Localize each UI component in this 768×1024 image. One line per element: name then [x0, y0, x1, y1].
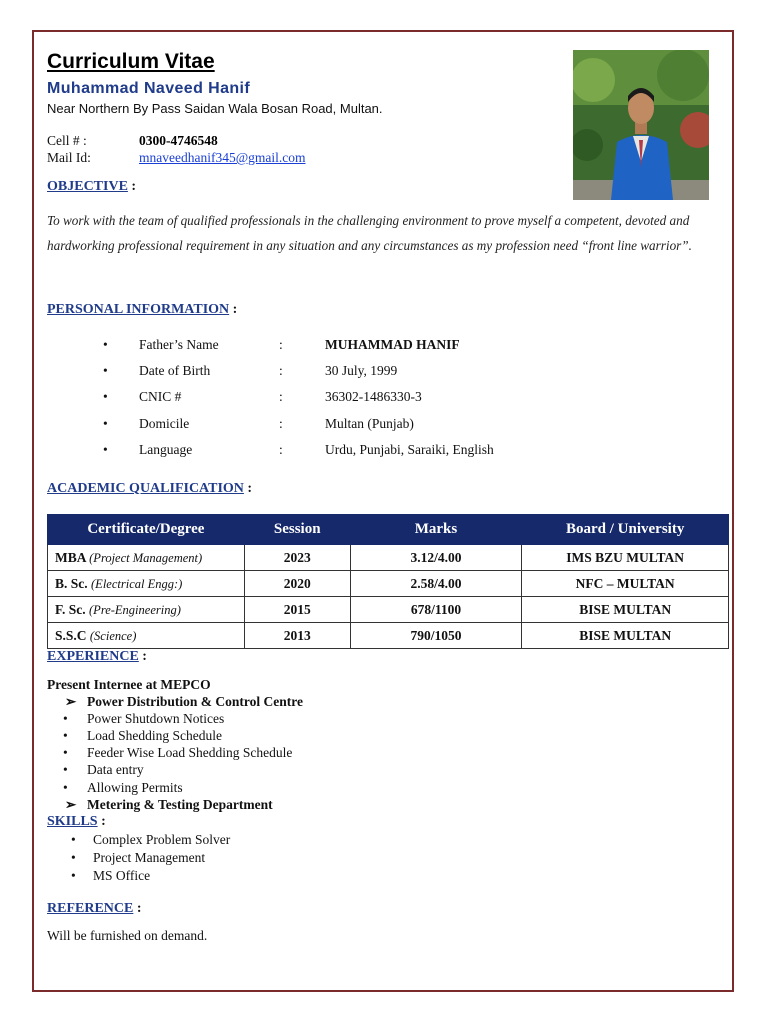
personal-value: 30 July, 1999 — [325, 363, 398, 378]
marks-cell: 790/1050 — [350, 623, 522, 649]
task-text: Load Shedding Schedule — [87, 728, 222, 743]
objective-heading-colon: : — [131, 179, 137, 194]
skills-heading — [47, 814, 106, 830]
bullet-marker: • — [103, 337, 108, 352]
column-header: Session — [244, 515, 350, 545]
reference-text: Will be furnished on demand. — [47, 928, 208, 943]
academic-heading-text: ACADEMIC QUALIFICATION — [47, 481, 244, 496]
profile-photo — [573, 50, 709, 200]
experience-heading-text: EXPERIENCE — [47, 649, 139, 664]
board-cell: BISE MULTAN — [522, 623, 729, 649]
personal-key: Date of Birth — [139, 363, 211, 378]
skill-text: MS Office — [93, 868, 151, 883]
table-row — [48, 623, 729, 649]
arrow-marker: ➢ — [65, 797, 77, 812]
task-text: Allowing Permits — [87, 780, 183, 795]
arrow-marker: ➢ — [65, 694, 77, 709]
department-name: Power Distribution & Control Centre — [87, 694, 303, 709]
column-header: Certificate/Degree — [48, 515, 245, 545]
skill-text: Complex Problem Solver — [93, 832, 231, 847]
bullet-marker: • — [71, 868, 76, 883]
degree-cell — [48, 597, 245, 623]
degree-name: B. Sc. — [55, 575, 88, 591]
reference-heading — [47, 901, 142, 917]
skill-text: Project Management — [93, 850, 206, 865]
personal-key: Father’s Name — [139, 337, 219, 352]
table-row — [48, 545, 729, 571]
department-name: Metering & Testing Department — [87, 797, 273, 812]
candidate-address: Near Northern By Pass Saidan Wala Bosan Road, Multan. — [47, 101, 383, 116]
academic-heading — [47, 481, 252, 497]
board-cell: IMS BZU MULTAN — [522, 545, 729, 571]
academic-heading-colon: : — [247, 481, 253, 496]
table-row — [48, 571, 729, 597]
reference-heading-colon: : — [136, 901, 142, 916]
session-cell: 2013 — [244, 623, 350, 649]
personal-value: 36302-1486330-3 — [325, 389, 422, 404]
personal-key: Domicile — [139, 416, 190, 431]
degree-field: (Pre-Engineering) — [89, 602, 181, 617]
personal-key: CNIC # — [139, 389, 182, 404]
document-title: Curriculum Vitae — [47, 50, 215, 73]
board-cell: NFC – MULTAN — [522, 571, 729, 597]
bullet-marker: • — [63, 711, 68, 726]
bullet-marker: • — [103, 416, 108, 431]
bullet-marker: • — [71, 850, 76, 865]
personal-value: Multan (Punjab) — [325, 416, 414, 431]
objective-text: To work with the team of qualified professionals in the challenging environment to prove myself a competent, devoted and hardworking professional requirement in any situation and any circumstances as my profession need “front line warrior”. — [47, 213, 692, 253]
degree-cell — [48, 571, 245, 597]
personal-sep: : — [279, 337, 283, 352]
personal-value: Urdu, Punjabi, Saraiki, English — [325, 442, 494, 457]
degree-name: MBA — [55, 549, 86, 565]
mail-label: Mail Id: — [47, 150, 91, 165]
table-header-row — [48, 515, 729, 545]
task-text: Power Shutdown Notices — [87, 711, 225, 726]
bullet-marker: • — [63, 780, 68, 795]
column-header: Marks — [350, 515, 522, 545]
table-row — [48, 597, 729, 623]
degree-cell — [48, 623, 245, 649]
marks-cell: 3.12/4.00 — [350, 545, 522, 571]
task-text: Data entry — [87, 762, 144, 777]
personal-sep: : — [279, 442, 283, 457]
task-text: Feeder Wise Load Shedding Schedule — [87, 745, 293, 760]
reference-heading-text: REFERENCE — [47, 901, 134, 916]
experience-position: Present Internee at MEPCO — [47, 677, 211, 692]
skills-heading-colon: : — [101, 814, 106, 829]
bullet-marker: • — [103, 363, 108, 378]
cell-label: Cell # : — [47, 133, 87, 148]
bullet-marker: • — [63, 762, 68, 777]
personal-info-heading-colon: : — [232, 302, 238, 317]
academic-table — [47, 514, 729, 649]
personal-sep: : — [279, 363, 283, 378]
personal-info-heading-text: PERSONAL INFORMATION — [47, 302, 230, 317]
candidate-name: Muhammad Naveed Hanif — [47, 80, 251, 97]
experience-heading — [47, 649, 147, 665]
personal-value: MUHAMMAD HANIF — [325, 337, 460, 352]
session-cell: 2015 — [244, 597, 350, 623]
personal-info-heading — [47, 302, 237, 318]
marks-cell: 2.58/4.00 — [350, 571, 522, 597]
mail-link[interactable]: mnaveedhanif345@gmail.com — [139, 150, 306, 165]
board-cell: BISE MULTAN — [522, 597, 729, 623]
bullet-marker: • — [71, 832, 76, 847]
session-cell: 2020 — [244, 571, 350, 597]
objective-heading-text: OBJECTIVE — [47, 179, 128, 194]
bullet-marker: • — [103, 442, 108, 457]
personal-sep: : — [279, 416, 283, 431]
personal-sep: : — [279, 389, 283, 404]
degree-field: (Electrical Engg:) — [91, 576, 183, 591]
skills-heading-text: SKILLS — [47, 814, 98, 829]
column-header: Board / University — [522, 515, 729, 545]
degree-cell — [48, 545, 245, 571]
bullet-marker: • — [103, 389, 108, 404]
degree-field: (Project Management) — [89, 550, 203, 565]
degree-field: (Science) — [89, 628, 137, 643]
session-cell: 2023 — [244, 545, 350, 571]
bullet-marker: • — [63, 745, 68, 760]
bullet-marker: • — [63, 728, 68, 743]
experience-heading-colon: : — [142, 649, 147, 664]
objective-heading — [47, 179, 136, 195]
cell-value: 0300-4746548 — [139, 133, 218, 148]
degree-name: S.S.C — [55, 627, 87, 643]
degree-name: F. Sc. — [55, 601, 86, 617]
marks-cell: 678/1100 — [350, 597, 522, 623]
personal-key: Language — [139, 442, 193, 457]
